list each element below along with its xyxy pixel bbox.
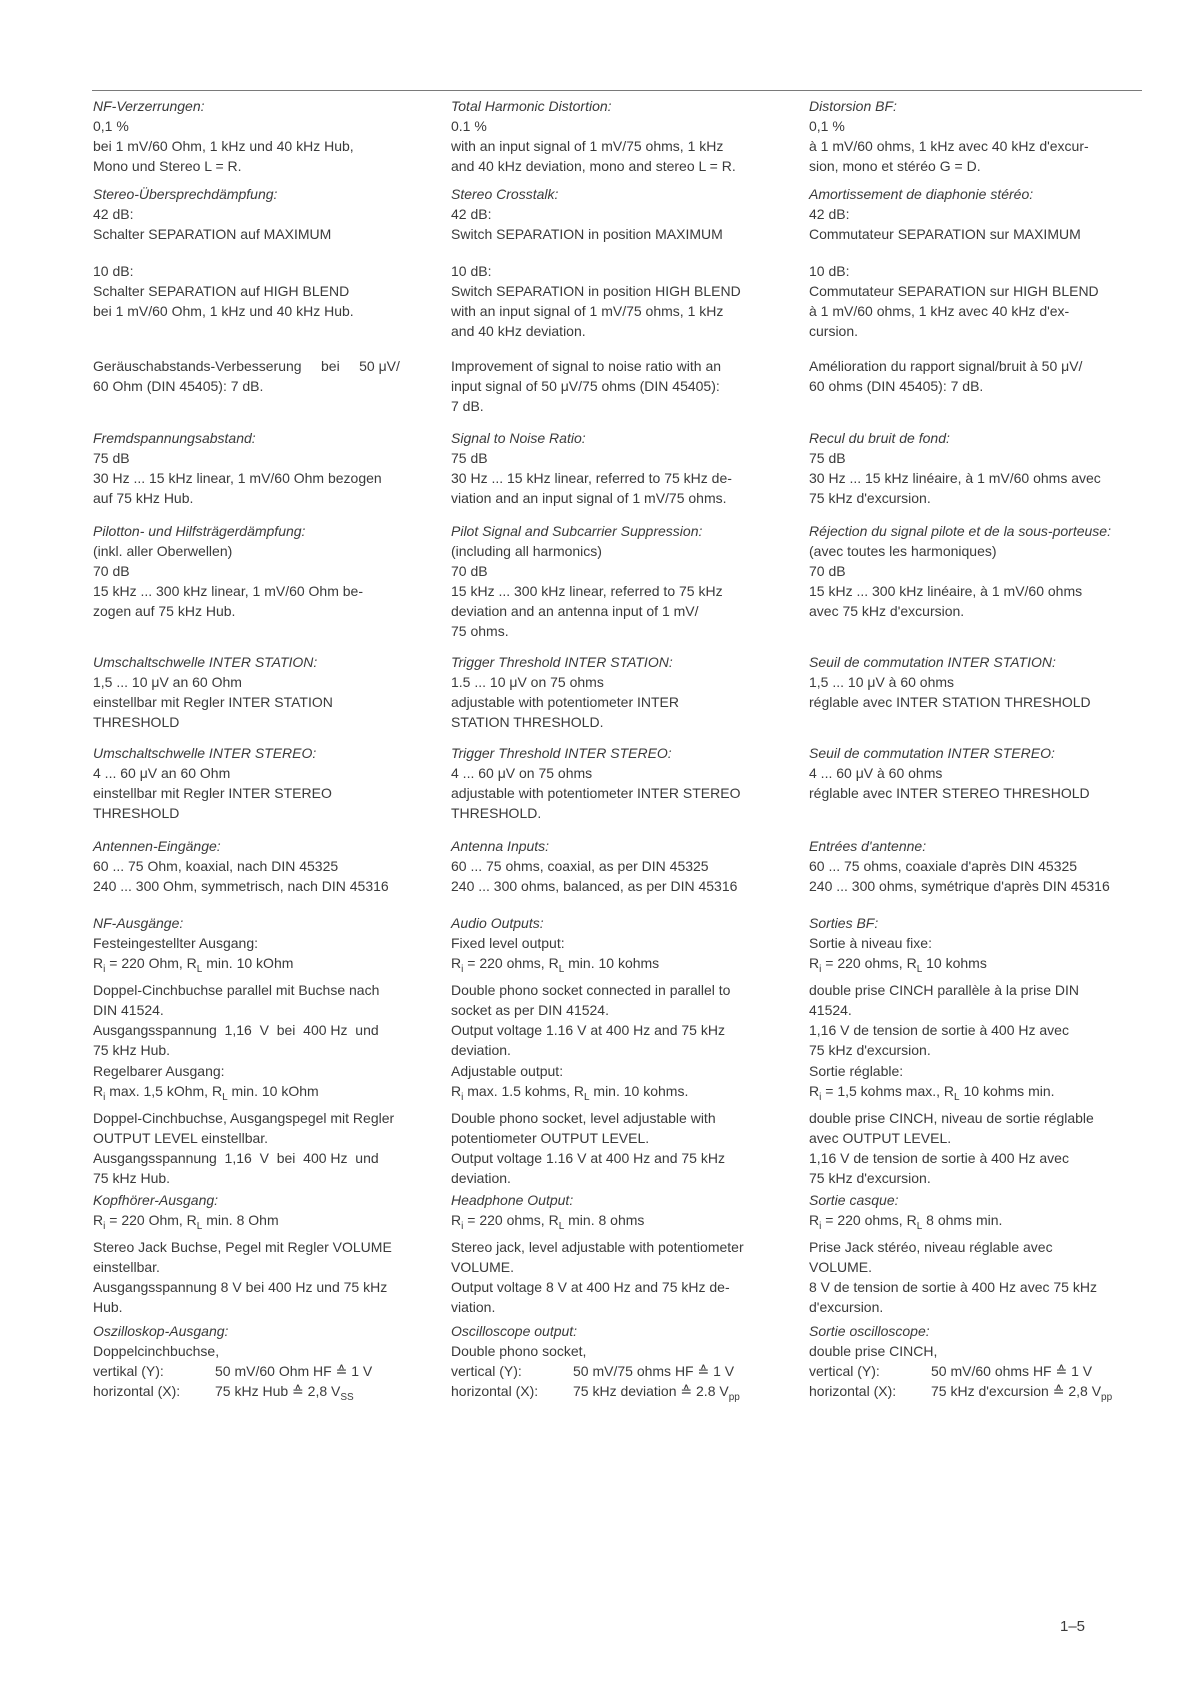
spec-line: double prise CINCH, bbox=[809, 1343, 938, 1359]
spec-section bbox=[93, 184, 423, 244]
spec-line: viation. bbox=[451, 1299, 496, 1315]
subscript: L bbox=[916, 964, 923, 975]
spec-line: auf 75 kHz Hub. bbox=[93, 490, 194, 506]
spec-line: 7 dB. bbox=[451, 398, 484, 414]
spec-line: double prise CINCH parallèle à la prise DIN bbox=[809, 982, 1080, 998]
subscript: pp bbox=[728, 1392, 740, 1403]
spec-section bbox=[93, 836, 423, 896]
spec-section bbox=[93, 913, 423, 1060]
spec-line: 41524. bbox=[809, 1002, 852, 1018]
subscript: L bbox=[196, 1221, 203, 1232]
spec-line: 75 kHz Hub. bbox=[93, 1170, 171, 1186]
spec-section bbox=[93, 261, 423, 321]
spec-line: Sortie réglable: bbox=[809, 1063, 904, 1079]
spec-line: 240 ... 300 ohms, balanced, as per DIN 45316 bbox=[451, 878, 738, 894]
spec-section bbox=[93, 521, 423, 621]
spec-line: Adjustable output: bbox=[451, 1063, 564, 1079]
spec-line: Geräuschabstands-Verbesserung bei 50 μV/ bbox=[93, 358, 400, 374]
spec-line: 0,1 % bbox=[93, 118, 129, 134]
subscript: L bbox=[583, 1092, 590, 1103]
spec-line: Commutateur SEPARATION sur MAXIMUM bbox=[809, 226, 1081, 242]
spec-line: 10 dB: bbox=[93, 263, 134, 279]
spec-line: Prise Jack stéréo, niveau réglable avec bbox=[809, 1239, 1053, 1255]
section-title: Audio Outputs: bbox=[451, 915, 544, 931]
subscript: L bbox=[558, 1221, 565, 1232]
spec-line: 60 ... 75 Ohm, koaxial, nach DIN 45325 bbox=[93, 858, 339, 874]
spec-section bbox=[809, 261, 1139, 341]
spec-section bbox=[451, 184, 781, 244]
spec-line: horizontal (X): 75 kHz d'excursion ≙ 2,8 $V_{pp}$ bbox=[809, 1383, 1113, 1403]
spec-section bbox=[93, 356, 423, 396]
spec-line: 1.5 ... 10 μV on 75 ohms bbox=[451, 674, 604, 690]
section-title: Fremdspannungsabstand: bbox=[93, 430, 256, 446]
section-title: Pilotton- und Hilfsträgerdämpfung: bbox=[93, 523, 306, 539]
section-title: Distorsion BF: bbox=[809, 98, 897, 114]
spec-line: $R_i = 1,5$ kohms max., $R_L$ 10 kohms min. bbox=[809, 1083, 1055, 1103]
spec-line: à 1 mV/60 ohms, 1 kHz avec 40 kHz d'excur- bbox=[809, 138, 1089, 154]
spec-line: 60 ohms (DIN 45405): 7 dB. bbox=[809, 378, 984, 394]
section-title: NF-Verzerrungen: bbox=[93, 98, 205, 114]
spec-line: socket as per DIN 41524. bbox=[451, 1002, 609, 1018]
section-title: Headphone Output: bbox=[451, 1192, 574, 1208]
spec-line: Hub. bbox=[93, 1299, 123, 1315]
spec-line: Doppel-Cinchbuchse parallel mit Buchse nach bbox=[93, 982, 380, 998]
spec-line: Double phono socket connected in parallel to bbox=[451, 982, 731, 998]
spec-line: 0.1 % bbox=[451, 118, 487, 134]
spec-line: Sortie à niveau fixe: bbox=[809, 935, 932, 951]
spec-line: Ausgangsspannung 1,16 V bei 400 Hz und bbox=[93, 1150, 379, 1166]
subscript: L bbox=[954, 1092, 960, 1103]
spec-line: 30 Hz ... 15 kHz linéaire, à 1 mV/60 ohms avec bbox=[809, 470, 1101, 486]
spec-line: 75 dB bbox=[93, 450, 130, 466]
spec-line: 4 ... 60 μV à 60 ohms bbox=[809, 765, 943, 781]
spec-section bbox=[809, 913, 1139, 1060]
spec-section bbox=[451, 1061, 781, 1188]
section-title: Sortie oscilloscope: bbox=[809, 1323, 930, 1339]
section-title: Signal to Noise Ratio: bbox=[451, 430, 586, 446]
spec-line: $R_i = 220$ Ohm, $R_L$ min. 8 Ohm bbox=[93, 1212, 279, 1232]
spec-section bbox=[451, 521, 781, 641]
spec-section bbox=[809, 652, 1139, 712]
spec-line: zogen auf 75 kHz Hub. bbox=[93, 603, 236, 619]
spec-section bbox=[809, 1061, 1139, 1188]
spec-section bbox=[93, 652, 423, 732]
spec-line: THRESHOLD bbox=[93, 805, 180, 821]
spec-line: Ausgangsspannung 1,16 V bei 400 Hz und bbox=[93, 1022, 379, 1038]
subscript: L bbox=[196, 964, 203, 975]
spec-section bbox=[451, 261, 781, 341]
spec-line: Switch SEPARATION in position HIGH BLEND bbox=[451, 283, 741, 299]
spec-line: double prise CINCH, niveau de sortie réglable bbox=[809, 1110, 1094, 1126]
spec-section bbox=[93, 743, 423, 823]
spec-section bbox=[451, 913, 781, 1060]
spec-line: adjustable with potentiometer INTER bbox=[451, 694, 679, 710]
spec-line: deviation. bbox=[451, 1042, 511, 1058]
spec-line: 1,5 ... 10 μV an 60 Ohm bbox=[93, 674, 242, 690]
spec-line: cursion. bbox=[809, 323, 859, 339]
spec-line: OUTPUT LEVEL einstellbar. bbox=[93, 1130, 269, 1146]
spec-line: vertical (Y): 50 mV/75 ohms HF ≙ 1 V bbox=[451, 1363, 735, 1379]
section-title: Umschaltschwelle INTER STATION: bbox=[93, 654, 318, 670]
spec-line: 1,16 V de tension de sortie à 400 Hz avec bbox=[809, 1022, 1069, 1038]
spec-line: deviation and an antenna input of 1 mV/ bbox=[451, 603, 699, 619]
section-title: Antenna Inputs: bbox=[451, 838, 550, 854]
spec-line: with an input signal of 1 mV/75 ohms, 1 kHz bbox=[451, 303, 724, 319]
top-rule bbox=[92, 90, 1142, 91]
spec-section bbox=[809, 96, 1139, 176]
subscript: L bbox=[558, 964, 565, 975]
spec-line: (avec toutes les harmoniques) bbox=[809, 543, 997, 559]
spec-section bbox=[451, 96, 781, 176]
subscript: i bbox=[103, 964, 106, 975]
spec-section bbox=[809, 743, 1139, 803]
subscript: SS bbox=[340, 1392, 354, 1403]
section-title: Amortissement de diaphonie stéréo: bbox=[809, 186, 1034, 202]
spec-line: 10 dB: bbox=[809, 263, 850, 279]
spec-section bbox=[93, 96, 423, 176]
section-title: Stereo Crosstalk: bbox=[451, 186, 559, 202]
spec-line: avec 75 kHz d'excursion. bbox=[809, 603, 965, 619]
spec-line: bei 1 mV/60 Ohm, 1 kHz und 40 kHz Hub. bbox=[93, 303, 354, 319]
spec-line: einstellbar mit Regler INTER STEREO bbox=[93, 785, 332, 801]
spec-line: Ausgangsspannung 8 V bei 400 Hz und 75 kHz bbox=[93, 1279, 388, 1295]
spec-line: 240 ... 300 ohms, symétrique d'après DIN 45316 bbox=[809, 878, 1110, 894]
spec-line: réglable avec INTER STEREO THRESHOLD bbox=[809, 785, 1090, 801]
section-title: Recul du bruit de fond: bbox=[809, 430, 950, 446]
section-title: Seuil de commutation INTER STATION: bbox=[809, 654, 1056, 670]
spec-line: 4 ... 60 μV on 75 ohms bbox=[451, 765, 593, 781]
spec-line: $R_i = 220$ ohms, $R_L$ min. 8 ohms bbox=[451, 1212, 645, 1232]
section-title: Total Harmonic Distortion: bbox=[451, 98, 612, 114]
spec-line: einstellbar mit Regler INTER STATION bbox=[93, 694, 333, 710]
spec-line: Output voltage 1.16 V at 400 Hz and 75 kHz bbox=[451, 1022, 725, 1038]
spec-section bbox=[809, 1190, 1139, 1317]
spec-line: Festeingestellter Ausgang: bbox=[93, 935, 258, 951]
spec-line: 15 kHz ... 300 kHz linéaire, à 1 mV/60 ohms bbox=[809, 583, 1083, 599]
spec-section bbox=[809, 356, 1139, 396]
spec-line: STATION THRESHOLD. bbox=[451, 714, 604, 730]
spec-line: Doppelcinchbuchse, bbox=[93, 1343, 220, 1359]
spec-line: VOLUME. bbox=[809, 1259, 873, 1275]
spec-section bbox=[93, 1321, 423, 1408]
spec-section bbox=[451, 428, 781, 508]
spec-line: Double phono socket, bbox=[451, 1343, 587, 1359]
spec-line: DIN 41524. bbox=[93, 1002, 164, 1018]
spec-line: VOLUME. bbox=[451, 1259, 515, 1275]
spec-line: 60 ... 75 ohms, coaxial, as per DIN 45325 bbox=[451, 858, 709, 874]
section-title: Trigger Threshold INTER STEREO: bbox=[451, 745, 672, 761]
spec-line: 70 dB bbox=[451, 563, 488, 579]
spec-line: 1,16 V de tension de sortie à 400 Hz avec bbox=[809, 1150, 1069, 1166]
section-title: Pilot Signal and Subcarrier Suppression: bbox=[451, 523, 703, 539]
spec-section bbox=[451, 836, 781, 896]
spec-line: à 1 mV/60 ohms, 1 kHz avec 40 kHz d'ex- bbox=[809, 303, 1070, 319]
subscript: pp bbox=[1101, 1392, 1113, 1403]
subscript: i bbox=[819, 1221, 822, 1232]
spec-line: 42 dB: bbox=[451, 206, 492, 222]
spec-line: vertikal (Y): 50 mV/60 Ohm HF ≙ 1 V bbox=[93, 1363, 373, 1379]
section-title: Réjection du signal pilote et de la sous-porteuse: bbox=[809, 523, 1111, 539]
spec-line: Double phono socket, level adjustable with bbox=[451, 1110, 716, 1126]
spec-section bbox=[809, 1321, 1139, 1408]
spec-section bbox=[451, 652, 781, 732]
spec-line: horizontal (X): 75 kHz deviation ≙ 2.8 $V_{pp}$ bbox=[451, 1383, 740, 1403]
spec-line: 42 dB: bbox=[93, 206, 134, 222]
spec-section bbox=[809, 521, 1139, 621]
section-title: Stereo-Übersprechdämpfung: bbox=[93, 186, 278, 202]
spec-section bbox=[93, 428, 423, 508]
spec-line: réglable avec INTER STATION THRESHOLD bbox=[809, 694, 1091, 710]
spec-line: 0,1 % bbox=[809, 118, 845, 134]
section-title: Oscilloscope output: bbox=[451, 1323, 578, 1339]
spec-line: THRESHOLD bbox=[93, 714, 180, 730]
section-title: Sorties BF: bbox=[809, 915, 879, 931]
spec-line: 42 dB: bbox=[809, 206, 850, 222]
spec-line: Commutateur SEPARATION sur HIGH BLEND bbox=[809, 283, 1099, 299]
spec-line: 4 ... 60 μV an 60 Ohm bbox=[93, 765, 231, 781]
section-title: Seuil de commutation INTER STEREO: bbox=[809, 745, 1055, 761]
subscript: L bbox=[916, 1221, 923, 1232]
spec-line: Mono und Stereo L = R. bbox=[93, 158, 242, 174]
spec-line: horizontal (X): 75 kHz Hub ≙ 2,8 $V_{SS}$ bbox=[93, 1383, 354, 1403]
spec-line: $R_i = 220$ ohms, $R_L$ 10 kohms bbox=[809, 955, 987, 975]
spec-line: $R_i = 220$ ohms, $R_L$ min. 10 kohms bbox=[451, 955, 660, 975]
spec-line: 70 dB bbox=[93, 563, 130, 579]
spec-section bbox=[93, 1061, 423, 1188]
subscript: i bbox=[819, 1092, 822, 1103]
spec-line: $R_i = 220$ ohms, $R_L$ 8 ohms min. bbox=[809, 1212, 1003, 1232]
spec-section bbox=[93, 1190, 423, 1317]
spec-line: Amélioration du rapport signal/bruit à 50 μV/ bbox=[809, 358, 1083, 374]
spec-line: 240 ... 300 Ohm, symmetrisch, nach DIN 45316 bbox=[93, 878, 389, 894]
section-title: Entrées d'antenne: bbox=[809, 838, 927, 854]
spec-section bbox=[451, 1321, 781, 1408]
section-title: Sortie casque: bbox=[809, 1192, 899, 1208]
spec-line: input signal of 50 μV/75 ohms (DIN 45405): bbox=[451, 378, 720, 394]
spec-line: Output voltage 1.16 V at 400 Hz and 75 kHz bbox=[451, 1150, 725, 1166]
spec-line: d'excursion. bbox=[809, 1299, 884, 1315]
spec-line: sion, mono et stéréo G = D. bbox=[809, 158, 981, 174]
spec-section bbox=[451, 356, 781, 416]
spec-line: Fixed level output: bbox=[451, 935, 565, 951]
section-title: NF-Ausgänge: bbox=[93, 915, 184, 931]
spec-line: 15 kHz ... 300 kHz linear, 1 mV/60 Ohm be- bbox=[93, 583, 364, 599]
spec-line: Regelbarer Ausgang: bbox=[93, 1063, 225, 1079]
subscript: i bbox=[103, 1221, 106, 1232]
spec-line: deviation. bbox=[451, 1170, 511, 1186]
spec-line: and 40 kHz deviation, mono and stereo L = R. bbox=[451, 158, 736, 174]
spec-line: 60 ... 75 ohms, coaxiale d'après DIN 45325 bbox=[809, 858, 1078, 874]
spec-line: Schalter SEPARATION auf MAXIMUM bbox=[93, 226, 332, 242]
spec-line: Schalter SEPARATION auf HIGH BLEND bbox=[93, 283, 350, 299]
subscript: i bbox=[103, 1092, 106, 1103]
section-title: Trigger Threshold INTER STATION: bbox=[451, 654, 673, 670]
spec-line: 30 Hz ... 15 kHz linear, referred to 75 kHz de- bbox=[451, 470, 732, 486]
spec-line: 75 kHz d'excursion. bbox=[809, 1042, 931, 1058]
subscript: i bbox=[461, 1092, 464, 1103]
spec-line: Improvement of signal to noise ratio with an bbox=[451, 358, 722, 374]
spec-section bbox=[809, 184, 1139, 244]
spec-line: bei 1 mV/60 Ohm, 1 kHz und 40 kHz Hub, bbox=[93, 138, 354, 154]
spec-line: einstellbar. bbox=[93, 1259, 160, 1275]
page-number: 1–5 bbox=[1060, 1618, 1086, 1635]
spec-line: $R_i$ max. 1.5 kohms, $R_L$ min. 10 kohms. bbox=[451, 1083, 689, 1103]
spec-line: THRESHOLD. bbox=[451, 805, 542, 821]
spec-line: Doppel-Cinchbuchse, Ausgangspegel mit Regler bbox=[93, 1110, 395, 1126]
spec-section bbox=[809, 836, 1139, 896]
spec-line: 75 dB bbox=[809, 450, 846, 466]
spec-line: 75 ohms. bbox=[451, 623, 509, 639]
spec-line: 1,5 ... 10 μV à 60 ohms bbox=[809, 674, 955, 690]
spec-section bbox=[451, 1190, 781, 1317]
spec-line: Switch SEPARATION in position MAXIMUM bbox=[451, 226, 723, 242]
spec-line: 75 kHz Hub. bbox=[93, 1042, 171, 1058]
spec-line: 75 dB bbox=[451, 450, 488, 466]
spec-line: adjustable with potentiometer INTER STEREO bbox=[451, 785, 741, 801]
spec-line: and 40 kHz deviation. bbox=[451, 323, 586, 339]
section-title: Antennen-Eingänge: bbox=[93, 838, 221, 854]
spec-line: Stereo Jack Buchse, Pegel mit Regler VOLUME bbox=[93, 1239, 392, 1255]
spec-line: Stereo jack, level adjustable with potentiometer bbox=[451, 1239, 744, 1255]
spec-line: 8 V de tension de sortie à 400 Hz avec 75 kHz bbox=[809, 1279, 1097, 1295]
spec-section bbox=[809, 428, 1139, 508]
spec-line: potentiometer OUTPUT LEVEL. bbox=[451, 1130, 650, 1146]
spec-line: 30 Hz ... 15 kHz linear, 1 mV/60 Ohm bezogen bbox=[93, 470, 382, 486]
spec-line: 75 kHz d'excursion. bbox=[809, 490, 931, 506]
spec-line: 15 kHz ... 300 kHz linear, referred to 75 kHz bbox=[451, 583, 723, 599]
spec-line: (inkl. aller Oberwellen) bbox=[93, 543, 233, 559]
spec-line: Output voltage 8 V at 400 Hz and 75 kHz de- bbox=[451, 1279, 730, 1295]
spec-line: 75 kHz d'excursion. bbox=[809, 1170, 931, 1186]
section-title: Kopfhörer-Ausgang: bbox=[93, 1192, 219, 1208]
spec-line: (including all harmonics) bbox=[451, 543, 602, 559]
section-title: Umschaltschwelle INTER STEREO: bbox=[93, 745, 317, 761]
spec-line: avec OUTPUT LEVEL. bbox=[809, 1130, 952, 1146]
subscript: L bbox=[222, 1092, 228, 1103]
spec-line: viation and an input signal of 1 mV/75 ohms. bbox=[451, 490, 727, 506]
spec-line: vertical (Y): 50 mV/60 ohms HF ≙ 1 V bbox=[809, 1363, 1093, 1379]
subscript: i bbox=[461, 1221, 464, 1232]
subscript: i bbox=[461, 964, 464, 975]
spec-line: 70 dB bbox=[809, 563, 846, 579]
spec-line: $R_i = 220$ Ohm, $R_L$ min. 10 kOhm bbox=[93, 955, 294, 975]
spec-section bbox=[451, 743, 781, 823]
section-title: Oszilloskop-Ausgang: bbox=[93, 1323, 229, 1339]
spec-line: 10 dB: bbox=[451, 263, 492, 279]
spec-line: $R_i$ max. 1,5 kOhm, $R_L$ min. 10 kOhm bbox=[93, 1083, 319, 1103]
spec-line: with an input signal of 1 mV/75 ohms, 1 kHz bbox=[451, 138, 724, 154]
spec-line: 60 Ohm (DIN 45405): 7 dB. bbox=[93, 378, 264, 394]
subscript: i bbox=[819, 964, 822, 975]
